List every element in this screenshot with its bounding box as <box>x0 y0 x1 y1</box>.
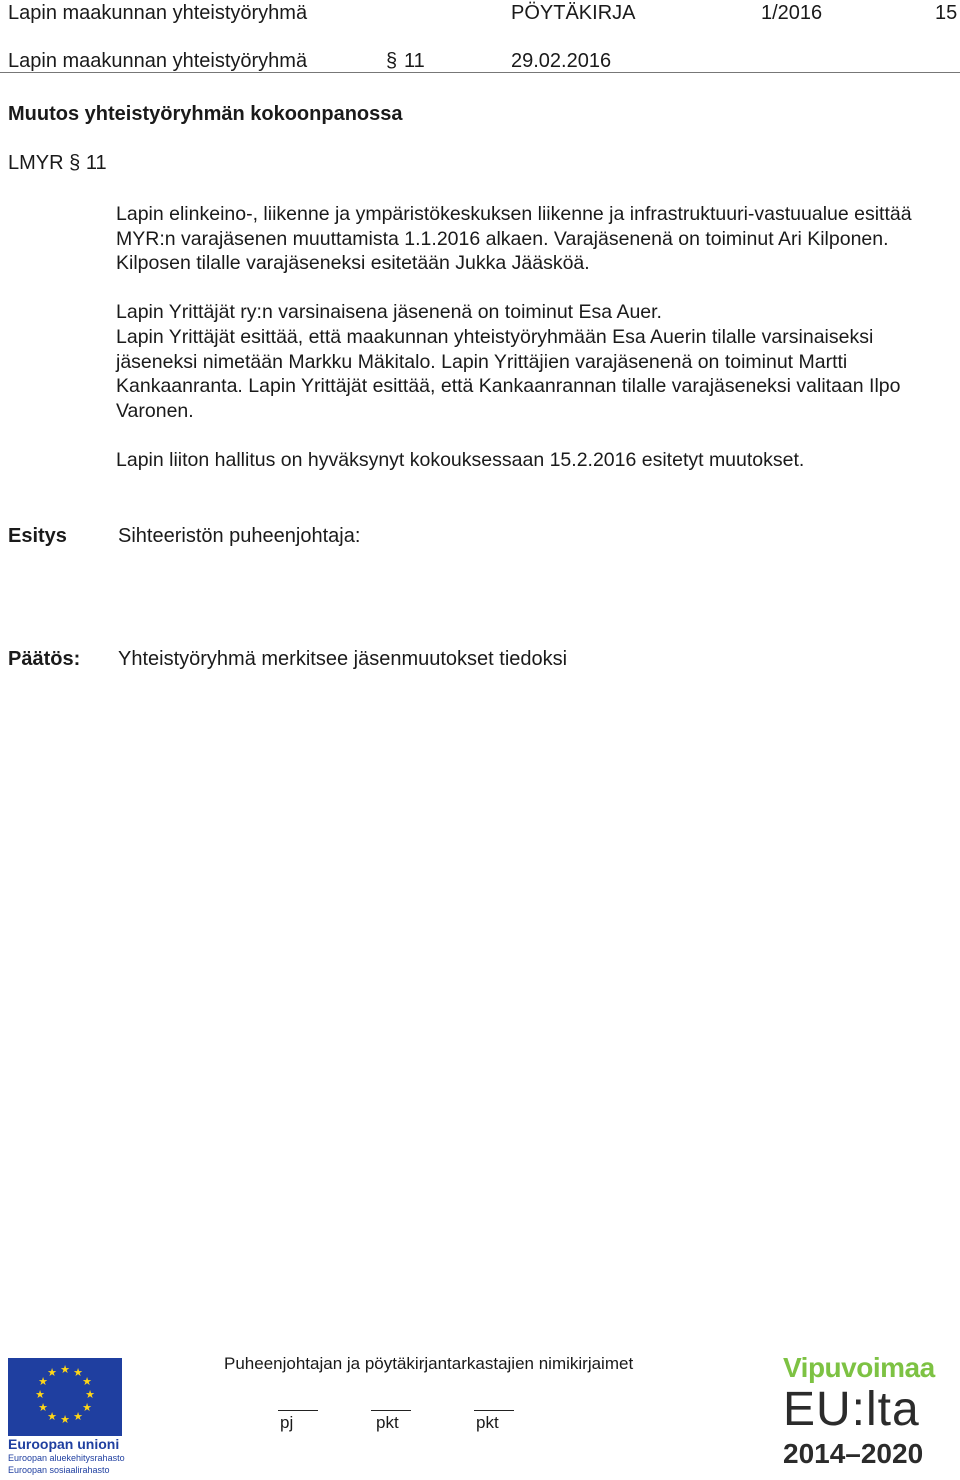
signature-label-pj: pj <box>280 1413 294 1432</box>
signature-line-pkt-2 <box>474 1410 514 1411</box>
header-date: 29.02.2016 <box>511 50 612 72</box>
svg-text:★: ★ <box>85 1388 95 1401</box>
eu-logo-line1: Euroopan unioni <box>8 1436 120 1452</box>
signatures-title: Puheenjohtajan ja pöytäkirjantarkastajien nimikirjaimet <box>224 1354 634 1373</box>
svg-text:★: ★ <box>47 1410 57 1423</box>
svg-text:★: ★ <box>82 1401 92 1414</box>
header-org: Lapin maakunnan yhteistyöryhmä <box>8 2 308 24</box>
header-doc-type: PÖYTÄKIRJA <box>511 2 636 24</box>
svg-text:★: ★ <box>47 1366 57 1379</box>
section-ref <box>8 152 107 175</box>
svg-text:★: ★ <box>60 1413 70 1426</box>
signature-label-pkt-1: pkt <box>376 1413 399 1432</box>
body-paragraph-2 <box>116 300 946 325</box>
svg-text:★: ★ <box>38 1375 48 1388</box>
paragraph-text: Lapin liiton hallitus on hyväksynyt kokouksessaan 15.2.2016 esitetyt muutokset. <box>116 449 805 471</box>
svg-text:★: ★ <box>38 1401 48 1414</box>
svg-text:★: ★ <box>73 1410 83 1423</box>
section-ref-symbol: § <box>69 152 81 174</box>
vipuvoimaa-logo <box>783 1352 953 1472</box>
eu-flag-logo <box>8 1358 122 1436</box>
header-section-symbol: § <box>386 50 398 72</box>
body-paragraph-1 <box>116 202 946 276</box>
svg-text:★: ★ <box>35 1388 45 1401</box>
body-paragraph-3 <box>116 325 946 423</box>
header-divider <box>0 72 960 73</box>
section-ref-label: LMYR <box>8 152 64 174</box>
decision-label: Päätös: <box>8 648 81 670</box>
eu-logo-line2: Euroopan aluekehitysrahasto <box>8 1453 125 1463</box>
header-page-number: 15 <box>935 2 958 24</box>
body-paragraph-4 <box>116 448 946 473</box>
proposal-label: Esitys <box>8 525 67 547</box>
svg-text:★: ★ <box>60 1363 70 1376</box>
paragraph-text: Lapin elinkeino-, liikenne ja ympäristökeskuksen liikenne ja infrastruktuuri-vastuualue esittää MYR:n varajäsenen muuttamista 1.1.2016 alkaen. Varajäsenenä on toiminut Ari Kilponen. Kilposen tilalle varajäseneksi esitetään Jukka Jääsköä. <box>116 203 912 274</box>
eu-logo-line3: Euroopan sosiaalirahasto <box>8 1465 110 1475</box>
signature-label-pkt-2: pkt <box>476 1413 499 1432</box>
eu-stars-icon <box>8 1358 122 1436</box>
paragraph-text: Lapin Yrittäjät esittää, että maakunnan yhteistyöryhmään Esa Auerin tilalle varsinaiseksi jäseneksi nimetään Markku Mäkitalo. Lapin Yrittäjien varajäsenenä on toiminut Martti Kankaanranta. Lapin Yrittäjät esittää, että Kankaanrannan tilalle varajäseneksi valitaan Ilpo Varonen. <box>116 326 901 422</box>
signature-line-pkt-1 <box>371 1410 411 1411</box>
paragraph-text: Lapin Yrittäjät ry:n varsinaisena jäsenenä on toiminut Esa Auer. <box>116 301 662 323</box>
vipuvoimaa-line1: Vipuvoimaa <box>783 1352 935 1383</box>
svg-text:★: ★ <box>73 1366 83 1379</box>
signature-line-pj <box>278 1410 318 1411</box>
vipuvoimaa-line3: 2014–2020 <box>783 1438 924 1469</box>
header-doc-number: 1/2016 <box>761 2 823 24</box>
header-section-number: 11 <box>404 50 425 72</box>
svg-text:★: ★ <box>82 1375 92 1388</box>
section-ref-number: 11 <box>85 152 107 174</box>
page-title: Muutos yhteistyöryhmän kokoonpanossa <box>8 103 403 125</box>
decision-text: Yhteistyöryhmä merkitsee jäsenmuutokset tiedoksi <box>118 648 568 670</box>
vipuvoimaa-line2: EU:lta <box>783 1383 920 1436</box>
header-org-secondary: Lapin maakunnan yhteistyöryhmä <box>8 50 308 72</box>
proposal-text: Sihteeristön puheenjohtaja: <box>118 525 361 547</box>
